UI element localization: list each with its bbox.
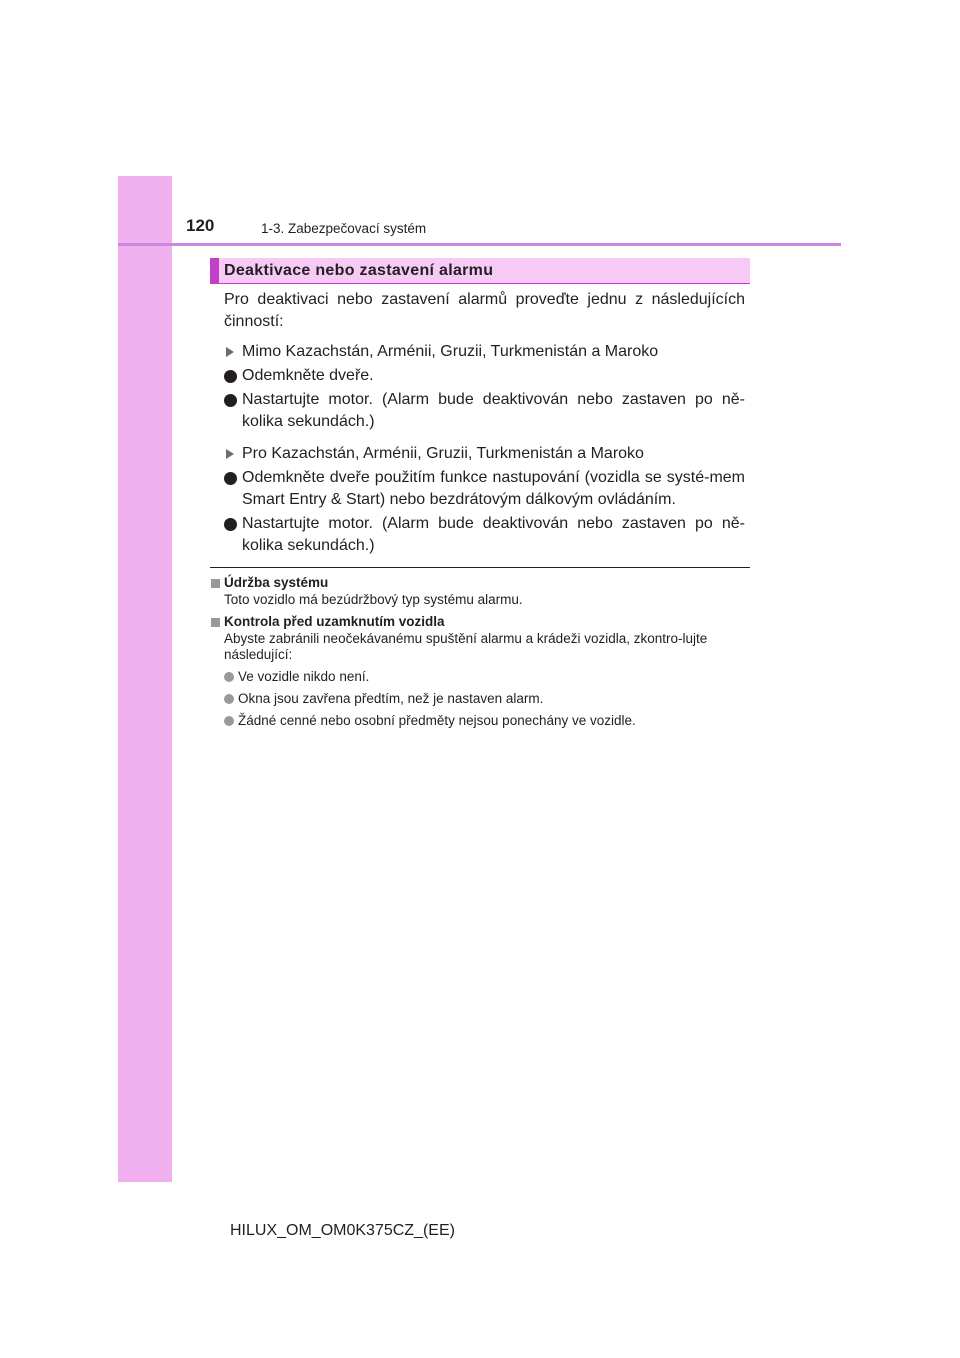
list-item-text: Nastartujte motor. (Alarm bude deaktivován nebo zastaven po ně-kolika sekundách.) [242,515,745,554]
list-item [224,389,745,433]
note-list-item-text: Okna jsou zavřena předtím, než je nastaven alarm. [238,691,544,706]
gray-dot-icon [224,716,234,726]
list-item-text: Odemkněte dveře použitím funkce nastupování (vozidla se systé-mem Smart Entry & Start) nebo bezdrátovým dálkovým ovládáním. [242,469,745,508]
note-heading [210,614,746,630]
list-item [224,365,745,387]
note-list-item [210,713,746,729]
note-text: Abyste zabránili neočekávanému spuštění alarmu a krádeži vozidla, zkontro-lujte následující: [224,631,708,662]
main-content [224,289,745,559]
triangle-marker-icon [226,449,234,459]
bullet-dot-icon [224,472,237,485]
subsection-title-bar [210,258,750,284]
section-title: 1-3. Zabezpečovací systém [261,221,427,236]
header-rule [118,243,841,246]
note-heading [210,575,746,591]
subsection-title: Deaktivace nebo zastavení alarmu [224,262,494,279]
note-heading-text: Údržba systému [224,575,329,590]
note-list-item [210,691,746,707]
gray-dot-icon [224,672,234,682]
notes-section [210,575,746,735]
chapter-sidebar-tab [118,176,172,1182]
list-item [224,513,745,557]
list-item [224,467,745,511]
note-heading-text: Kontrola před uzamknutím vozidla [224,614,445,629]
gray-dot-icon [224,694,234,704]
square-bullet-icon [211,579,220,588]
region-heading-text: Pro Kazachstán, Arménii, Gruzii, Turkmenistán a Maroko [242,445,644,462]
footer-doc-code: HILUX_OM_OM0K375CZ_(EE) [230,1222,455,1239]
list-item-text: Nastartujte motor. (Alarm bude deaktivován nebo zastaven po ně-kolika sekundách.) [242,391,745,430]
bullet-dot-icon [224,518,237,531]
bullet-dot-icon [224,370,237,383]
square-bullet-icon [211,618,220,627]
triangle-marker-icon [226,347,234,357]
bullet-dot-icon [224,394,237,407]
note-list-item-text: Ve vozidle nikdo není. [238,669,370,684]
section-divider [210,567,750,568]
note-list-item [210,669,746,685]
note-list-item-text: Žádné cenné nebo osobní předměty nejsou ponechány ve vozidle. [238,713,636,728]
note-text: Toto vozidlo má bezúdržbový typ systému alarmu. [224,592,523,607]
intro-paragraph: Pro deaktivaci nebo zastavení alarmů proveďte jednu z následujících činností: [224,291,745,330]
list-item-text: Odemkněte dveře. [242,367,374,384]
region-heading-2 [224,443,745,465]
region-heading-1 [224,341,745,363]
page-number: 120 [186,216,215,235]
region-heading-text: Mimo Kazachstán, Arménii, Gruzii, Turkmenistán a Maroko [242,343,659,360]
